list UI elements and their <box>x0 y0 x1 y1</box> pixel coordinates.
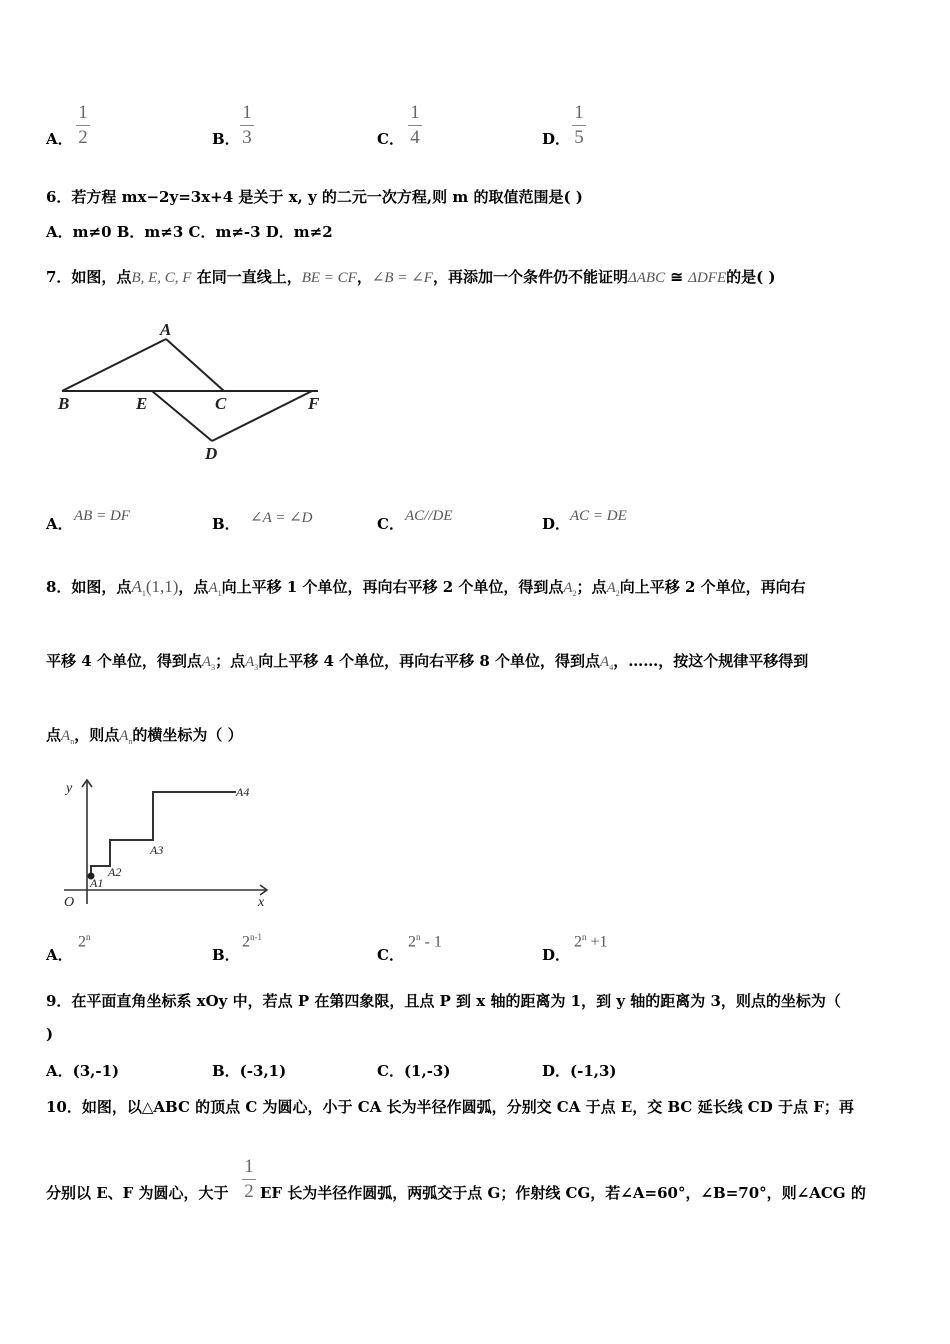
path-a1-to-a4 <box>91 792 236 876</box>
q6-stem: 6．若方程 mx−2y=3x+4 是关于 x, y 的二元一次方程,则 m 的取值范围是( ) <box>46 188 583 206</box>
q9-option-b: B．(-3,1) <box>212 1062 287 1080</box>
q8-option-a: 2$^n$ <box>78 932 91 951</box>
axis-label-x: x <box>258 895 265 910</box>
q8-option-c: 2$^n$ - 1 <box>408 932 442 951</box>
q6-options: A．m≠0 B．m≠3 C．m≠-3 D．m≠2 <box>46 223 333 241</box>
q10-line-2-start: 分别以 E、F 为圆心，大于 <box>46 1184 229 1202</box>
q8-option-b-label: B． <box>212 946 240 964</box>
q7-option-c: AC//DE <box>405 508 453 524</box>
label-c: C <box>215 394 227 413</box>
q7-option-a: AB = DF <box>74 508 130 524</box>
segment-df <box>212 391 312 441</box>
label-a4: A4 <box>236 785 250 799</box>
q7-option-c-label: C． <box>377 515 404 533</box>
label-f: F <box>308 394 320 413</box>
q7-option-d: AC = DE <box>570 508 627 524</box>
label-a3: A3 <box>150 843 164 857</box>
q9-option-d: D．(-1,3) <box>542 1062 617 1080</box>
q7-stem: 7．如图，点B, E, C, F 在同一直线上，BE = CF，∠B = ∠F，再添加一个条件仍不能证明ΔABC ≅ ΔDFE的是( ) <box>46 268 776 286</box>
q9-stem-end: ) <box>46 1025 54 1043</box>
q5-option-d-fraction: 1 5 <box>572 102 586 149</box>
q5-option-d-label: D． <box>542 130 571 148</box>
q8-line-2: 平移 4 个单位，得到点$A_3$；点$A_3$向上平移 4 个单位，再向右平移 8 个单位，得到点$A_4$，……，按这个规律平移得到 <box>46 652 809 672</box>
q7-option-d-label: D． <box>542 515 571 533</box>
q5-option-a-label: A． <box>46 130 73 148</box>
q7-option-b: ∠A = ∠D <box>250 510 313 526</box>
q8-figure <box>58 772 283 910</box>
q5-option-c-fraction: 1 4 <box>408 102 422 149</box>
q10-line-2-end: EF 长为半径作圆弧，两弧交于点 G；作射线 CG，若∠A=60°，∠B=70°，则∠ACG 的 <box>260 1184 866 1202</box>
segment-ba <box>62 339 166 391</box>
q10-line-1: 10．如图，以△ABC 的顶点 C 为圆心，小于 CA 长为半径作圆弧，分别交 CA 于点 E，交 BC 延长线 CD 于点 F；再 <box>46 1098 854 1116</box>
q9-stem: 9．在平面直角坐标系 xOy 中，若点 P 在第四象限，且点 P 到 x 轴的距离为 1，到 y 轴的距离为 3，则点的坐标为（ <box>46 992 841 1010</box>
q7-figure <box>50 315 340 465</box>
label-e: E <box>136 394 148 413</box>
q7-option-a-label: A． <box>46 515 73 533</box>
q8-option-d-label: D． <box>542 946 571 964</box>
q8-option-c-label: C． <box>377 946 404 964</box>
q9-option-a: A．(3,-1) <box>46 1062 120 1080</box>
axis-label-y: y <box>66 781 73 796</box>
q5-option-b-label: B． <box>212 130 240 148</box>
label-d: D <box>205 444 218 463</box>
label-a: A <box>160 320 172 339</box>
q7-option-b-label: B． <box>212 515 240 533</box>
q10-half-fraction: 1 2 <box>242 1156 256 1203</box>
segment-ed <box>152 391 212 441</box>
label-b: B <box>58 394 70 413</box>
q8-line-3: 点$A_n$，则点$A_n$的横坐标为（ ） <box>46 726 243 746</box>
label-a1: A1 <box>90 876 104 890</box>
q8-option-b: 2$^{n-1}$ <box>242 932 262 951</box>
q8-option-a-label: A． <box>46 946 73 964</box>
q8-option-d: $2^n +1$ <box>574 932 608 951</box>
q5-option-b-fraction: 1 3 <box>240 102 254 149</box>
q5-option-a-fraction: 1 2 <box>76 102 90 149</box>
q9-option-c: C．(1,-3) <box>377 1062 451 1080</box>
label-a2: A2 <box>108 865 122 879</box>
origin-label: O <box>64 895 75 910</box>
segment-ac <box>166 339 224 391</box>
q5-option-c-label: C． <box>377 130 404 148</box>
q8-line-1: 8．如图，点$A_1(1,1)$，点$A_1$向上平移 1 个单位，再向右平移 2 个单位，得到点$A_2$；点$A_2$向上平移 2 个单位，再向右 <box>46 577 806 598</box>
